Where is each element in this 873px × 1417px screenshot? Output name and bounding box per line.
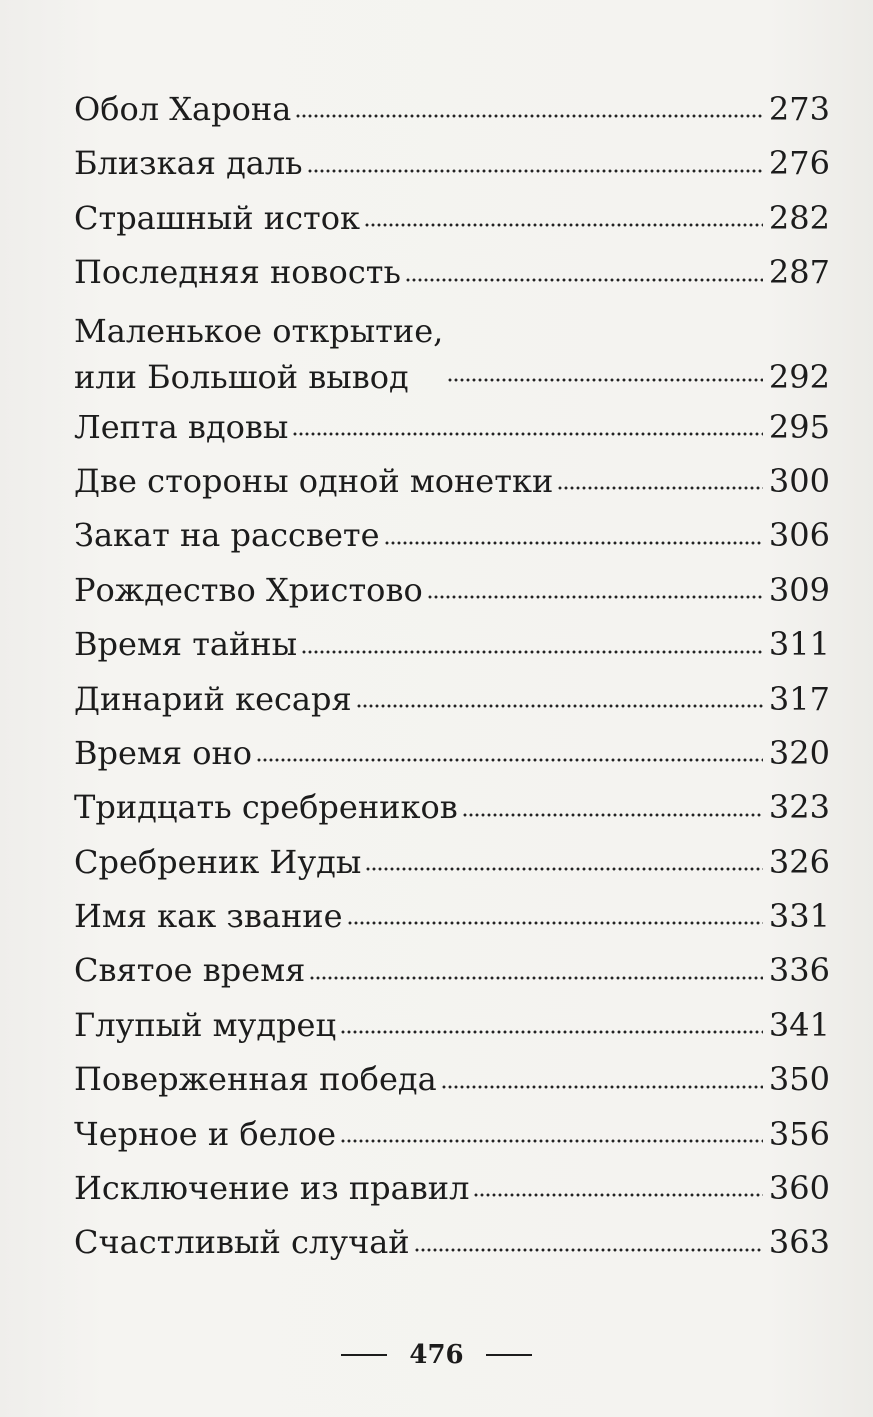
table-of-contents — [74, 82, 830, 1270]
dot-leader — [356, 700, 763, 712]
dot-leader — [307, 165, 763, 177]
toc-entry-title: Имя как звание — [74, 897, 343, 936]
dot-leader — [447, 374, 763, 386]
toc-entry-page: 341 — [768, 1005, 830, 1044]
dot-leader — [256, 754, 763, 766]
toc-entry-page: 311 — [768, 625, 830, 664]
footer-rule-left — [341, 1354, 387, 1356]
toc-entry-title — [74, 308, 447, 400]
dot-leader — [340, 1135, 763, 1147]
toc-entry-page: 350 — [768, 1060, 830, 1099]
toc-entry-page: 306 — [768, 516, 830, 555]
toc-entry-page: 273 — [768, 89, 830, 128]
toc-entry — [74, 998, 830, 1052]
toc-entry-title: Обол Харона — [74, 89, 292, 128]
toc-entry-page: 360 — [768, 1169, 830, 1208]
toc-entry-page: 292 — [768, 357, 830, 396]
toc-entry — [74, 454, 830, 508]
toc-entry — [74, 136, 830, 190]
footer-rule-right — [486, 1354, 532, 1356]
toc-entry — [74, 191, 830, 245]
toc-entry-title: Сребреник Иуды — [74, 842, 362, 881]
toc-entry-title: Последняя новость — [74, 253, 401, 292]
toc-entry-page: 276 — [768, 144, 830, 183]
toc-entry-page: 326 — [768, 842, 830, 881]
toc-entry — [74, 617, 830, 671]
toc-entry-title: Глупый мудрец — [74, 1005, 337, 1044]
dot-leader — [301, 646, 763, 658]
toc-entry-title: Динарий кесаря — [74, 679, 352, 718]
toc-entry-page: 336 — [768, 951, 830, 990]
toc-entry — [74, 780, 830, 834]
toc-entry-page: 309 — [768, 570, 830, 609]
toc-entry-title: Две стороны одной монетки — [74, 461, 554, 500]
toc-entry — [74, 726, 830, 780]
toc-entry-title: Время тайны — [74, 625, 298, 664]
toc-entry-title: Близкая даль — [74, 144, 303, 183]
toc-entry-title: Время оно — [74, 733, 253, 772]
toc-entry-page: 295 — [768, 407, 830, 446]
dot-leader — [364, 219, 763, 231]
toc-entry — [74, 1215, 830, 1269]
toc-entry-page: 287 — [768, 253, 830, 292]
toc-entry-title: Поверженная победа — [74, 1060, 437, 1099]
dot-leader — [427, 591, 763, 603]
dot-leader — [384, 537, 763, 549]
toc-entry — [74, 835, 830, 889]
toc-entry-page: 356 — [768, 1114, 830, 1153]
toc-entry-page: 323 — [768, 788, 830, 827]
toc-entry-title: Тридцать сребреников — [74, 788, 458, 827]
dot-leader — [309, 972, 763, 984]
toc-entry-page: 300 — [768, 461, 830, 500]
dot-leader — [462, 809, 763, 821]
toc-entry — [74, 508, 830, 562]
toc-entry-title: Закат на рассвете — [74, 516, 380, 555]
dot-leader — [295, 110, 763, 122]
toc-entry — [74, 245, 830, 299]
page-footer — [0, 1340, 873, 1370]
toc-entry-title: Рождество Христово — [74, 570, 423, 609]
dot-leader — [340, 1026, 763, 1038]
toc-entry-title-line1: Маленькое открытие, — [74, 311, 444, 350]
toc-entry-title: Святое время — [74, 951, 306, 990]
dot-leader — [441, 1081, 763, 1093]
dot-leader — [347, 917, 763, 929]
toc-entry-page: 331 — [768, 897, 830, 936]
toc-entry-title: Лепта вдовы — [74, 407, 289, 446]
dot-leader — [405, 274, 763, 286]
dot-leader — [473, 1189, 763, 1201]
toc-entry — [74, 400, 830, 454]
dot-leader — [292, 428, 763, 440]
dot-leader — [414, 1244, 763, 1256]
toc-entry-page: 363 — [768, 1223, 830, 1262]
toc-entry — [74, 82, 830, 136]
toc-entry-page: 282 — [768, 198, 830, 237]
toc-entry — [74, 943, 830, 997]
toc-entry-title: Исключение из правил — [74, 1169, 470, 1208]
toc-entry — [74, 1052, 830, 1106]
toc-entry-title-line2: или Большой вывод — [74, 357, 409, 396]
toc-entry — [74, 300, 830, 400]
toc-entry — [74, 1161, 830, 1215]
toc-entry-title: Черное и белое — [74, 1114, 337, 1153]
toc-entry-title: Счастливый случай — [74, 1223, 410, 1262]
toc-entry-title: Страшный исток — [74, 198, 361, 237]
dot-leader — [365, 863, 763, 875]
toc-entry-page: 320 — [768, 733, 830, 772]
page-number: 476 — [409, 1340, 464, 1370]
toc-entry-page: 317 — [768, 679, 830, 718]
toc-entry — [74, 563, 830, 617]
toc-entry — [74, 889, 830, 943]
toc-entry — [74, 672, 830, 726]
dot-leader — [557, 482, 763, 494]
toc-entry — [74, 1107, 830, 1161]
